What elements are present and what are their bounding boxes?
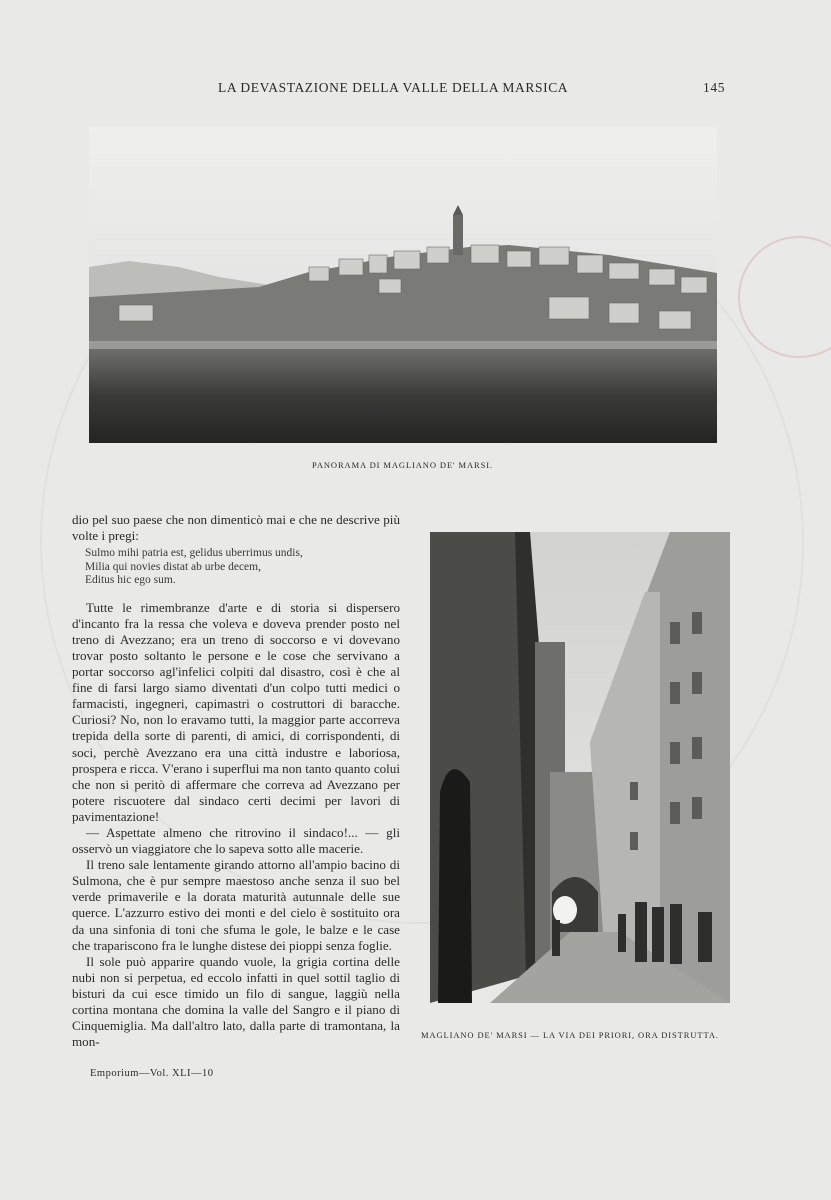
latin-quote bbox=[85, 547, 400, 588]
page-number: 145 bbox=[703, 80, 726, 95]
paragraph: Il sole può apparire quando vuole, la grigia cortina delle nubi non si perpetua, ed eccolo infatti in quel sottil taglio di bisturi da cui esce timido un filo di sangue, laggiù nella cortina montana che domina la valle del Sangro e il piano di Cinquemiglia. Ma dall'altro lato, dalla parte di tramontana, la mon- bbox=[72, 953, 400, 1050]
intro-paragraph: dio pel suo paese che non dimenticò mai e che ne descrive più volte i pregi: bbox=[72, 512, 400, 544]
running-head bbox=[0, 80, 831, 100]
street-caption: MAGLIANO DE' MARSI — LA VIA DEI PRIORI, ORA DISTRUTTA. bbox=[421, 1030, 719, 1040]
street-photo bbox=[430, 532, 730, 1003]
footer-signature: Emporium—Vol. XLI—10 bbox=[90, 1068, 214, 1079]
library-stamp bbox=[738, 236, 831, 358]
running-title: LA DEVASTAZIONE DELLA VALLE DELLA MARSICA bbox=[218, 80, 569, 95]
paragraph: — Aspettate almeno che ritrovino il sindaco!... — gli osservò un viaggiatore che lo sapeva sotto alle macerie. bbox=[72, 825, 400, 857]
panorama-caption: PANORAMA DI MAGLIANO DE' MARSI. bbox=[312, 460, 493, 470]
quote-line: Milia qui novies distat ab urbe decem, bbox=[85, 560, 261, 573]
quote-line: Editus hic ego sum. bbox=[85, 574, 176, 587]
paragraph: Il treno sale lentamente girando attorno all'ampio bacino di Sulmona, che è pur sempre maestoso anche senza il suo bel verde primaverile e la dorata maturità autunnale delle sue querce. L'azzurro estivo dei monti e del cielo è sostituito ora da una sinfonia di toni che sfuma le gole, le balze e le case che trapariscono fra le lunghe distese dei pioppi senza foglie. bbox=[72, 857, 400, 953]
panorama-photo bbox=[89, 127, 717, 443]
article-text bbox=[72, 512, 400, 1050]
paragraph: Tutte le rimembranze d'arte e di storia si dispersero d'incanto fra la ressa che voleva e doveva prender posto nel treno di Avezzano; era un treno di soccorso e vi dovevano trovar posto soltanto le persone e le cose che servivano a portar soccorso agl'infelici colpiti dal disastro, così è che al fine di farsi largo siamo diventati d'un colpo tutti medici o farmacisti, ingegneri, capimastri o costruttori di baracche. Curiosi? No, non lo eravamo tutti, la maggior parte accorreva trepida della sorte di parenti, di amici, di corrispondenti, di soci, perchè Avezzano era una città industre e laboriosa, prospera e ricca. V'erano i superflui ma non tanto quanto colui che non si peritò di affermare che correva ad Avezzano per potere riscuotere dal sindaco certi decimi per lavori di pavimentazione! bbox=[72, 599, 400, 824]
quote-line: Sulmo mihi patria est, gelidus uberrimus undis, bbox=[85, 547, 303, 560]
